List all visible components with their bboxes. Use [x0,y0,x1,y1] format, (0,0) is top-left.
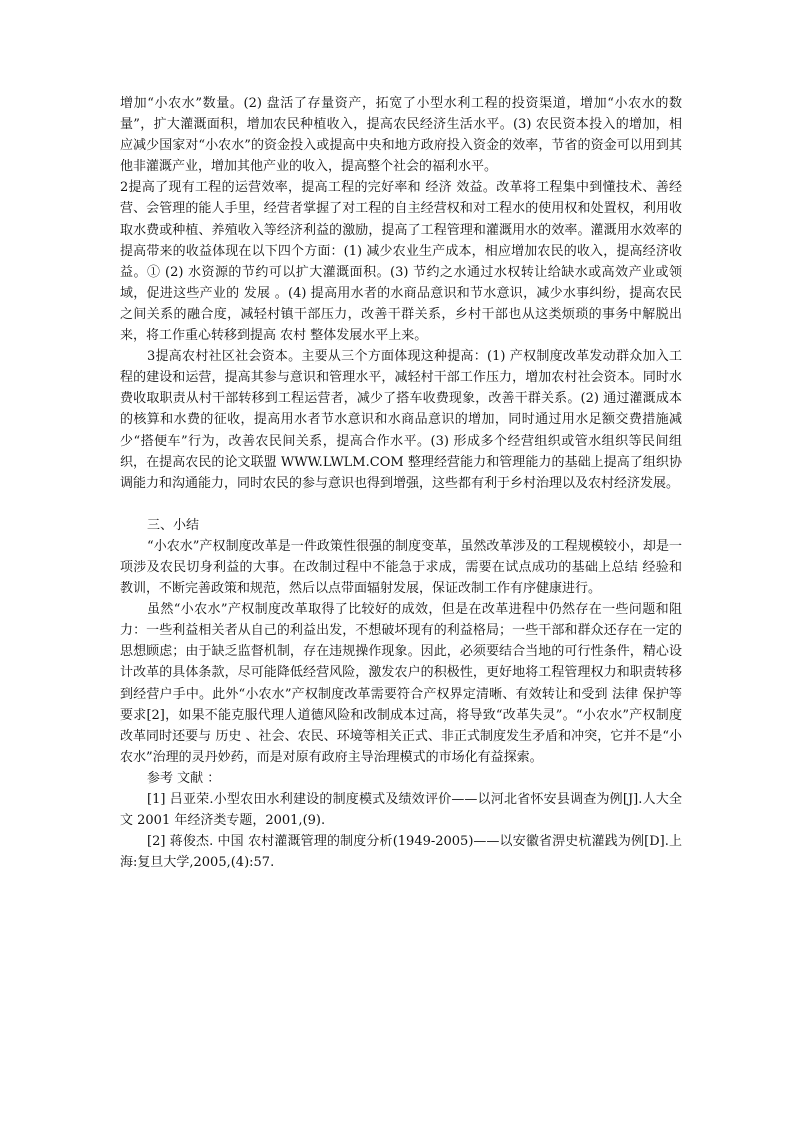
document-body [120,93,682,873]
reference-item: [1] 吕亚荣.小型农田水利建设的制度模式及绩效评价——以河北省怀安县调查为例[J].人大全文 2001 年经济类专题，2001,(9). [120,792,682,829]
summary-paragraph: 虽然“小农水”产权制度改革取得了比较好的成效，但是在改革进程中仍然存在一些问题和阻力：一些利益相关者从自己的利益出发，不想破坏现有的利益格局；一些干部和群众还存在一定的思想顾虑；由于缺乏监督机制，存在违规操作现象。因此，必须要结合当地的可行性条件，精心设计改革的具体条款，尽可能降低经营风险，激发农户的积极性，更好地将工程管理权力和职责转移到经营户手中。此外“小农水”产权制度改革需要符合产权界定清晰、有效转让和受到 法律 保护等要求[2]，如果不能克服代理人道德风险和改制成本过高，将导致“改革失灵”。“小农水”产权制度改革同时还要与 历史 、社会、农民、环境等相关正式、非正式制度发生矛盾和冲突，它并不是“小农水”治理的灵丹妙药，而是对原有政府主导治理模式的市场化有益探索。 [120,602,682,765]
references-heading: 参考 文献 ： [147,770,221,786]
section-title: 三、小结 [147,517,200,533]
paragraph-operation-efficiency: 2提高了现有工程的运营效率，提高工程的完好率和 经济 效益。改革将工程集中到懂技术、善经营、会管理的能人手里，经营者掌握了对工程的自主经营权和对工程水的使用权和处置权，利用收取水费或种植、养殖收入等经济利益的激励，提高了工程管理和灌溉用水的效率。灌溉用水效率的提高带来的收益体现在以下四个方面：(1) 减少农业生产成本，相应增加农民的收入，提高经济收益。① (2) 水资源的节约可以扩大灌溉面积。(3) 节约之水通过水权转让给缺水或高效产业或领域，促进这些产业的 发展 。(4) 提高用水者的水商品意识和节水意识，减少水事纠纷，提高农民之间关系的融合度，减轻村镇干部压力，改善干群关系，乡村干部也从这类烦琐的事务中解脱出来，将工作重心转移到提高 农村 整体发展水平上来。 [120,180,682,344]
summary-paragraph: “小农水”产权制度改革是一件政策性很强的制度变革，虽然改革涉及的工程规模较小，却是一项涉及农民切身利益的大事。在改制过程中不能急于求成，需要在试点成功的基础上总结 经验和教训，不断完善政策和规范，然后以点带面辐射发展，保证改制工作有序健康进行。 [120,538,682,597]
paragraph-continued: 增加“小农水”数量。(2) 盘活了存量资产，拓宽了小型水利工程的投资渠道，增加“小农水的数量”，扩大灌溉面积，增加农民种植收入，提高农民经济生活水平。(3) 农民资本投入的增加，相应减少国家对“小农水”的资金投入或提高中央和地方政府投入资金的效率，节省的资金可以用到其他非灌溉产业，增加其他产业的收入，提高整个社会的福利水平。 [120,96,682,175]
paragraph-social-capital: 3提高农村社区社会资本。主要从三个方面体现这种提高：(1) 产权制度改革发动群众加入工程的建设和运营，提高其参与意识和管理水平，减轻村干部工作压力，增加农村社会资本。同时水费收取职责从村干部转移到工程运营者，减少了搭车收费现象，改善干群关系。(2) 通过灌溉成本的核算和水费的征收，提高用水者节水意识和水商品意识的增加，同时通过用水足额交费措施减少“搭便车”行为，改善农民间关系，提高合作水平。(3) 形成多个经营组织或管水组织等民间组织，在提高农民的论文联盟 WWW.LWLM.COM 整理经营能力和管理能力的基础上提高了组织协调能力和沟通能力，同时农民的参与意识也得到增强，这些都有利于乡村治理以及农村经济发展。 [120,349,682,491]
reference-item: [2] 蒋俊杰. 中国 农村灌溉管理的制度分析(1949-2005)——以安徽省淠史杭灌践为例[D].上海:复旦大学,2005,(4):57. [120,834,682,871]
